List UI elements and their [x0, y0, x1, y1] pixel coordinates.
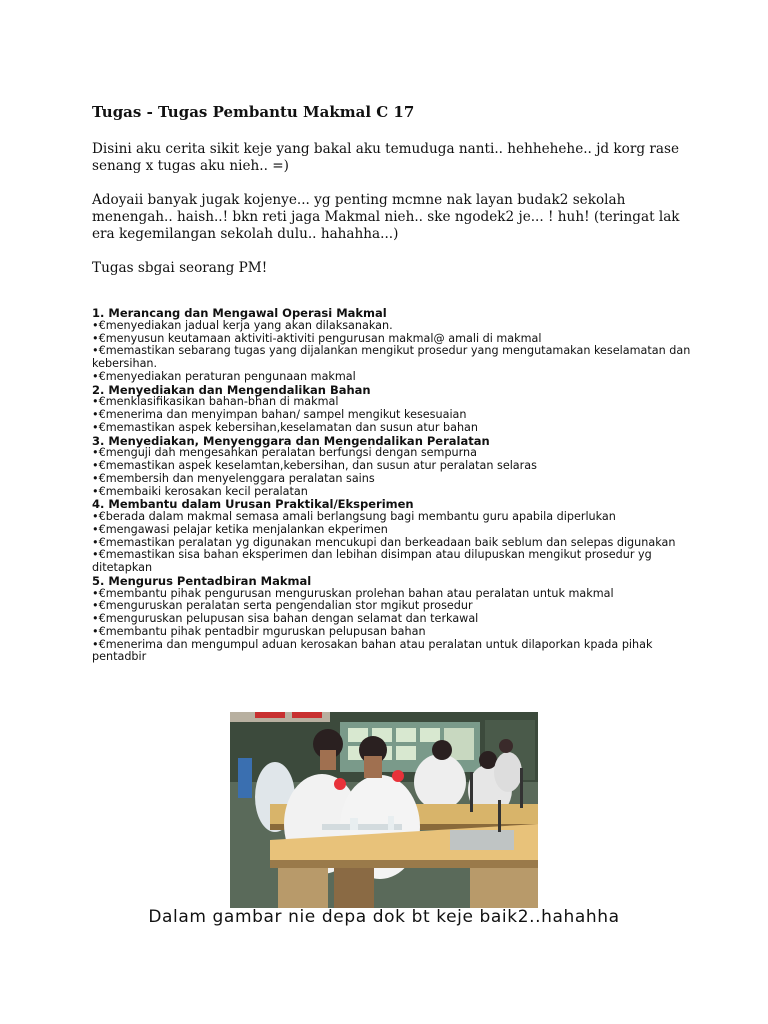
list-item: •€menguruskan pelupusan sisa bahan dengan selamat dan terkawal — [92, 612, 479, 625]
list-item: •€memastikan peralatan yg digunakan mencukupi dan berkeadaan baik seblum dan selepas digunakan — [92, 535, 676, 549]
list-item: •€menerima dan mengumpul aduan kerosakan bahan atau peralatan untuk dilaporkan kpada pihak pentadbir — [92, 637, 653, 664]
intro-paragraph: Disini aku cerita sikit keje yang bakal aku temuduga nanti.. hehhehehe.. jd korg rase senang x tugas aku nieh.. =) — [92, 141, 680, 174]
duties-list — [92, 307, 692, 664]
list-item: •€berada dalam makmal semasa amali berlangsung bagi membantu guru apabila diperlukan — [92, 510, 616, 523]
section-heading: 1. Merancang dan Mengawal Operasi Makmal — [92, 306, 387, 320]
list-item: •€membersih dan menyelenggara peralatan sains — [92, 471, 375, 485]
list-item: •€membantu pihak pengurusan menguruskan prolehan bahan atau peralatan untuk makmal — [92, 586, 614, 600]
list-item: •€menyusun keutamaan aktiviti-aktiviti pengurusan makmal@ amali di makmal — [92, 331, 542, 345]
third-paragraph: Tugas sbgai seorang PM! — [92, 260, 268, 276]
section-heading: 3. Menyediakan, Menyenggara dan Mengendalikan Peralatan — [92, 433, 490, 448]
list-item: •€menyediakan jadual kerja yang akan dilaksanakan. — [92, 318, 393, 332]
list-item: •€mengawasi pelajar ketika menjalankan ekperimen — [92, 522, 388, 536]
list-item: •€memastikan aspek keselamtan,kebersihan, dan susun atur peralatan selaras — [92, 459, 537, 472]
document-title: Tugas - Tugas Pembantu Makmal C 17 — [92, 103, 415, 121]
list-item: •€membaiki kerosakan kecil peralatan — [92, 484, 308, 498]
list-item: •€menerima dan menyimpan bahan/ sampel mengikut kesesuaian — [92, 408, 467, 421]
second-paragraph: Adoyaii banyak jugak kojenye... yg penting mcmne nak layan budak2 sekolah menengah.. haish..! bkn reti jaga Makmal nieh.. ske ngodek2 je... ! huh! (teringat lak era kegemilangan sekolah dulu.. hahahha...) — [92, 192, 680, 242]
section-heading: 5. Mengurus Pentadbiran Makmal — [92, 573, 312, 588]
list-item: •€menguruskan peralatan serta pengendalian stor mgikut prosedur — [92, 599, 473, 613]
section-heading: 4. Membantu dalam Urusan Praktikal/Eksperimen — [92, 497, 414, 512]
list-item: •€memastikan aspek kebersihan,keselamatan dan susun atur bahan — [92, 420, 478, 434]
photo-caption: Dalam gambar nie depa dok bt keje baik2..hahahha — [148, 907, 620, 927]
list-item: •€menklasifikasikan bahan-bhan di makmal — [92, 395, 339, 409]
list-item: •€menguji dah mengesahkan peralatan berfungsi dengan sempurna — [92, 446, 477, 460]
lab-photo — [230, 712, 538, 908]
list-item: •€membantu pihak pentadbir mguruskan pelupusan bahan — [92, 624, 426, 638]
section-heading: 2. Menyediakan dan Mengendalikan Bahan — [92, 382, 371, 397]
lab-photo-illustration — [230, 712, 538, 908]
list-item: •€memastikan sisa bahan eksperimen dan lebihan disimpan atau dilupuskan mengikut prosedur yg ditetapkan — [92, 548, 652, 574]
list-item: •€menyediakan peraturan pengunaan makmal — [92, 369, 356, 383]
list-item: •€memastikan sebarang tugas yang dijalankan mengikut prosedur yang mengutamakan keselamatan dan kebersihan. — [92, 344, 691, 370]
